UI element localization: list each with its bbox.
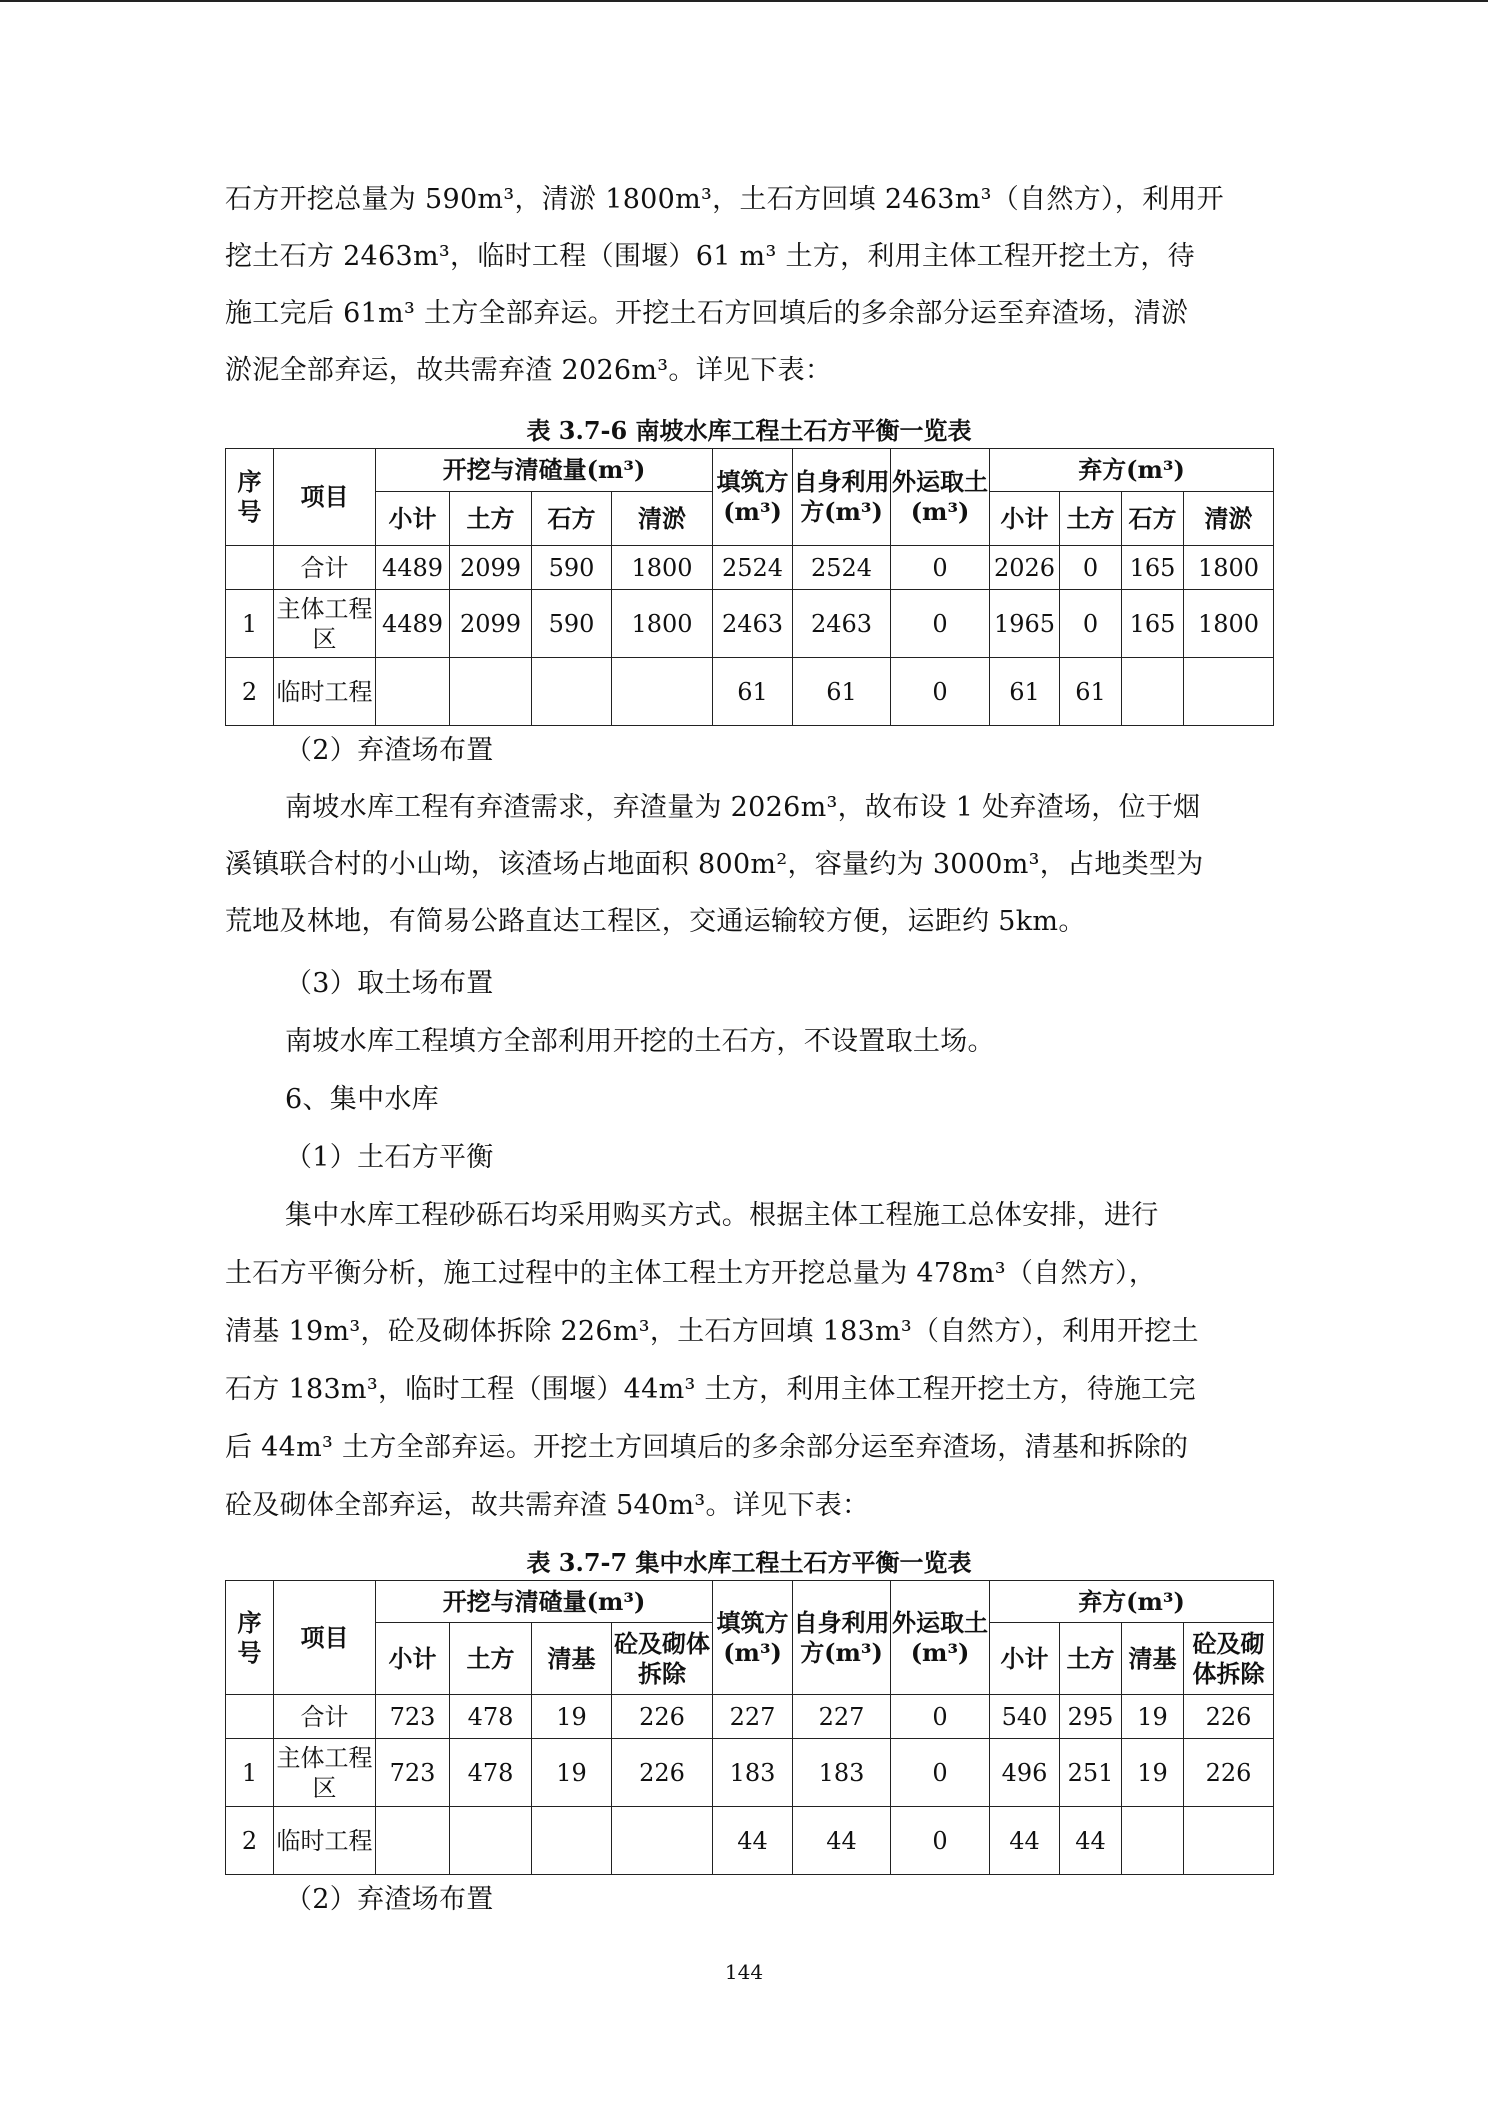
table-cell: 540	[990, 1695, 1060, 1739]
table-cell	[1184, 658, 1274, 726]
table-row	[226, 658, 1274, 726]
table-cell: 226	[1184, 1695, 1274, 1739]
table2-header-excav: 开挖与清碴量(m³)	[376, 1581, 713, 1623]
table-cell	[532, 1807, 612, 1875]
table-cell	[450, 1807, 532, 1875]
body-line: 淤泥全部弃运，故共需弃渣 2026m³。详见下表：	[225, 355, 833, 386]
table-cell: 主体工程区	[274, 590, 376, 658]
table2-sub-excav: 土方	[450, 1623, 532, 1695]
table-cell	[450, 658, 532, 726]
table2	[225, 1580, 1274, 1875]
table-cell: 61	[793, 658, 891, 726]
body-line: 南坡水库工程有弃渣需求，弃渣量为 2026m³，故布设 1 处弃渣场，位于烟	[285, 792, 1201, 823]
table-row	[226, 1739, 1274, 1807]
table2-header-waste: 弃方(m³)	[990, 1581, 1274, 1623]
table2-sub-waste: 清基	[1122, 1623, 1184, 1695]
body-line: 南坡水库工程填方全部利用开挖的土石方，不设置取土场。	[285, 1026, 995, 1057]
table2-sub-waste: 小计	[990, 1623, 1060, 1695]
table-cell: 2	[226, 658, 274, 726]
table-cell: 2026	[990, 546, 1060, 590]
table2-header-item: 项目	[274, 1581, 376, 1695]
table-cell: 165	[1122, 590, 1184, 658]
table-cell: 723	[376, 1695, 450, 1739]
body-line: 砼及砌体全部弃运，故共需弃渣 540m³。详见下表：	[225, 1490, 870, 1521]
table-cell: 723	[376, 1739, 450, 1807]
table1-header-excav: 开挖与清碴量(m³)	[376, 449, 713, 492]
table1-sub-waste: 土方	[1060, 492, 1122, 546]
body-line: 石方开挖总量为 590m³，清淤 1800m³，土石方回填 2463m³（自然方），利用开	[225, 184, 1224, 215]
table-cell: 19	[1122, 1739, 1184, 1807]
table-cell: 295	[1060, 1695, 1122, 1739]
table-cell: 590	[532, 546, 612, 590]
table-cell: 2	[226, 1807, 274, 1875]
table-cell: 226	[612, 1739, 713, 1807]
table1-header-waste: 弃方(m³)	[990, 449, 1274, 492]
table-cell: 183	[713, 1739, 793, 1807]
table-cell: 4489	[376, 590, 450, 658]
table-cell: 0	[891, 1807, 990, 1875]
table-cell: 0	[1060, 590, 1122, 658]
body-line: 荒地及林地，有简易公路直达工程区，交通运输较方便，运距约 5km。	[225, 906, 1086, 937]
table-cell	[376, 1807, 450, 1875]
table1-caption: 表 3.7-6 南坡水库工程土石方平衡一览表	[526, 416, 972, 445]
table-cell: 2463	[713, 590, 793, 658]
table1-sub-excav: 清淤	[612, 492, 713, 546]
table-cell: 1800	[1184, 546, 1274, 590]
table-cell: 165	[1122, 546, 1184, 590]
table-row	[226, 1807, 1274, 1875]
table-cell: 0	[891, 1695, 990, 1739]
section-heading: （1）土石方平衡	[285, 1142, 494, 1173]
table1-header-item: 项目	[274, 449, 376, 546]
table-cell: 0	[891, 658, 990, 726]
table-cell: 合计	[274, 546, 376, 590]
table-cell: 2524	[713, 546, 793, 590]
table1-header-self: 自身利用方(m³)	[793, 449, 891, 546]
table-cell: 2099	[450, 546, 532, 590]
table-cell: 61	[713, 658, 793, 726]
table2-header-borrow: 外运取土(m³)	[891, 1581, 990, 1695]
table-cell: 183	[793, 1739, 891, 1807]
body-line: 施工完后 61m³ 土方全部弃运。开挖土石方回填后的多余部分运至弃渣场，清淤	[225, 298, 1189, 329]
body-line: 挖土石方 2463m³，临时工程（围堰）61 m³ 土方，利用主体工程开挖土方，待	[225, 241, 1195, 272]
table1-sub-excav: 土方	[450, 492, 532, 546]
table-cell	[226, 1695, 274, 1739]
table-cell: 0	[891, 590, 990, 658]
table1-sub-excav: 小计	[376, 492, 450, 546]
table1-header-borrow: 外运取土(m³)	[891, 449, 990, 546]
body-line: 土石方平衡分析，施工过程中的主体工程土方开挖总量为 478m³（自然方），	[225, 1258, 1157, 1289]
table-cell: 2099	[450, 590, 532, 658]
table-cell: 251	[1060, 1739, 1122, 1807]
table-cell: 2524	[793, 546, 891, 590]
table-cell: 主体工程区	[274, 1739, 376, 1807]
section-heading: （3）取土场布置	[285, 968, 494, 999]
table-row	[226, 590, 1274, 658]
table2-sub-excav: 清基	[532, 1623, 612, 1695]
table-cell: 0	[891, 546, 990, 590]
table-cell: 2463	[793, 590, 891, 658]
table-cell: 1	[226, 590, 274, 658]
table-cell: 44	[990, 1807, 1060, 1875]
table-cell: 227	[793, 1695, 891, 1739]
table-row	[226, 1695, 1274, 1739]
body-line: 石方 183m³，临时工程（围堰）44m³ 土方，利用主体工程开挖土方，待施工完	[225, 1374, 1196, 1405]
table1-sub-waste: 石方	[1122, 492, 1184, 546]
table-cell: 44	[713, 1807, 793, 1875]
table-cell: 478	[450, 1739, 532, 1807]
table1-sub-excav: 石方	[532, 492, 612, 546]
section-heading: 6、集中水库	[285, 1084, 439, 1115]
table-cell: 0	[1060, 546, 1122, 590]
table-cell	[226, 546, 274, 590]
table-cell: 478	[450, 1695, 532, 1739]
table-cell: 临时工程	[274, 658, 376, 726]
table-cell: 1965	[990, 590, 1060, 658]
body-line: 后 44m³ 土方全部弃运。开挖土方回填后的多余部分运至弃渣场，清基和拆除的	[225, 1432, 1189, 1463]
table2-header-fill: 填筑方(m³)	[713, 1581, 793, 1695]
table-cell: 4489	[376, 546, 450, 590]
body-line: 溪镇联合村的小山坳，该渣场占地面积 800m²，容量约为 3000m³，占地类型为	[225, 849, 1204, 880]
table-cell	[376, 658, 450, 726]
table-cell: 44	[1060, 1807, 1122, 1875]
table-cell: 临时工程	[274, 1807, 376, 1875]
table-cell	[1122, 1807, 1184, 1875]
table1-sub-waste: 小计	[990, 492, 1060, 546]
table-cell: 合计	[274, 1695, 376, 1739]
table-cell: 1	[226, 1739, 274, 1807]
table2-header-self: 自身利用方(m³)	[793, 1581, 891, 1695]
table-cell: 0	[891, 1739, 990, 1807]
page-number: 144	[724, 1960, 764, 1984]
table-cell: 19	[1122, 1695, 1184, 1739]
table-cell: 19	[532, 1739, 612, 1807]
table-cell: 19	[532, 1695, 612, 1739]
table2-sub-waste: 土方	[1060, 1623, 1122, 1695]
table-cell: 1800	[612, 590, 713, 658]
table-cell	[532, 658, 612, 726]
table2-sub-excav: 小计	[376, 1623, 450, 1695]
table-cell: 226	[1184, 1739, 1274, 1807]
page-top-rule	[0, 0, 1488, 2]
section-heading: （2）弃渣场布置	[285, 735, 494, 766]
table-cell: 226	[612, 1695, 713, 1739]
table-cell	[612, 1807, 713, 1875]
section-heading: （2）弃渣场布置	[285, 1884, 494, 1915]
table-cell: 61	[990, 658, 1060, 726]
table-cell: 61	[1060, 658, 1122, 726]
table-cell: 1800	[612, 546, 713, 590]
table2-header-seq: 序号	[226, 1581, 274, 1695]
table2-sub-excav: 砼及砌体拆除	[612, 1623, 713, 1695]
table-cell: 496	[990, 1739, 1060, 1807]
body-line: 清基 19m³，砼及砌体拆除 226m³，土石方回填 183m³（自然方），利用开挖土	[225, 1316, 1199, 1347]
table2-caption: 表 3.7-7 集中水库工程土石方平衡一览表	[526, 1548, 972, 1577]
table-cell: 44	[793, 1807, 891, 1875]
table1-header-seq: 序号	[226, 449, 274, 546]
table-cell	[612, 658, 713, 726]
table1-header-fill: 填筑方(m³)	[713, 449, 793, 546]
table-cell: 1800	[1184, 590, 1274, 658]
table-cell: 590	[532, 590, 612, 658]
table1-sub-waste: 清淤	[1184, 492, 1274, 546]
table-cell	[1184, 1807, 1274, 1875]
table-cell: 227	[713, 1695, 793, 1739]
table1	[225, 448, 1274, 726]
table-cell	[1122, 658, 1184, 726]
table-row	[226, 546, 1274, 590]
table2-sub-waste: 砼及砌体拆除	[1184, 1623, 1274, 1695]
body-line: 集中水库工程砂砾石均采用购买方式。根据主体工程施工总体安排，进行	[285, 1200, 1159, 1231]
